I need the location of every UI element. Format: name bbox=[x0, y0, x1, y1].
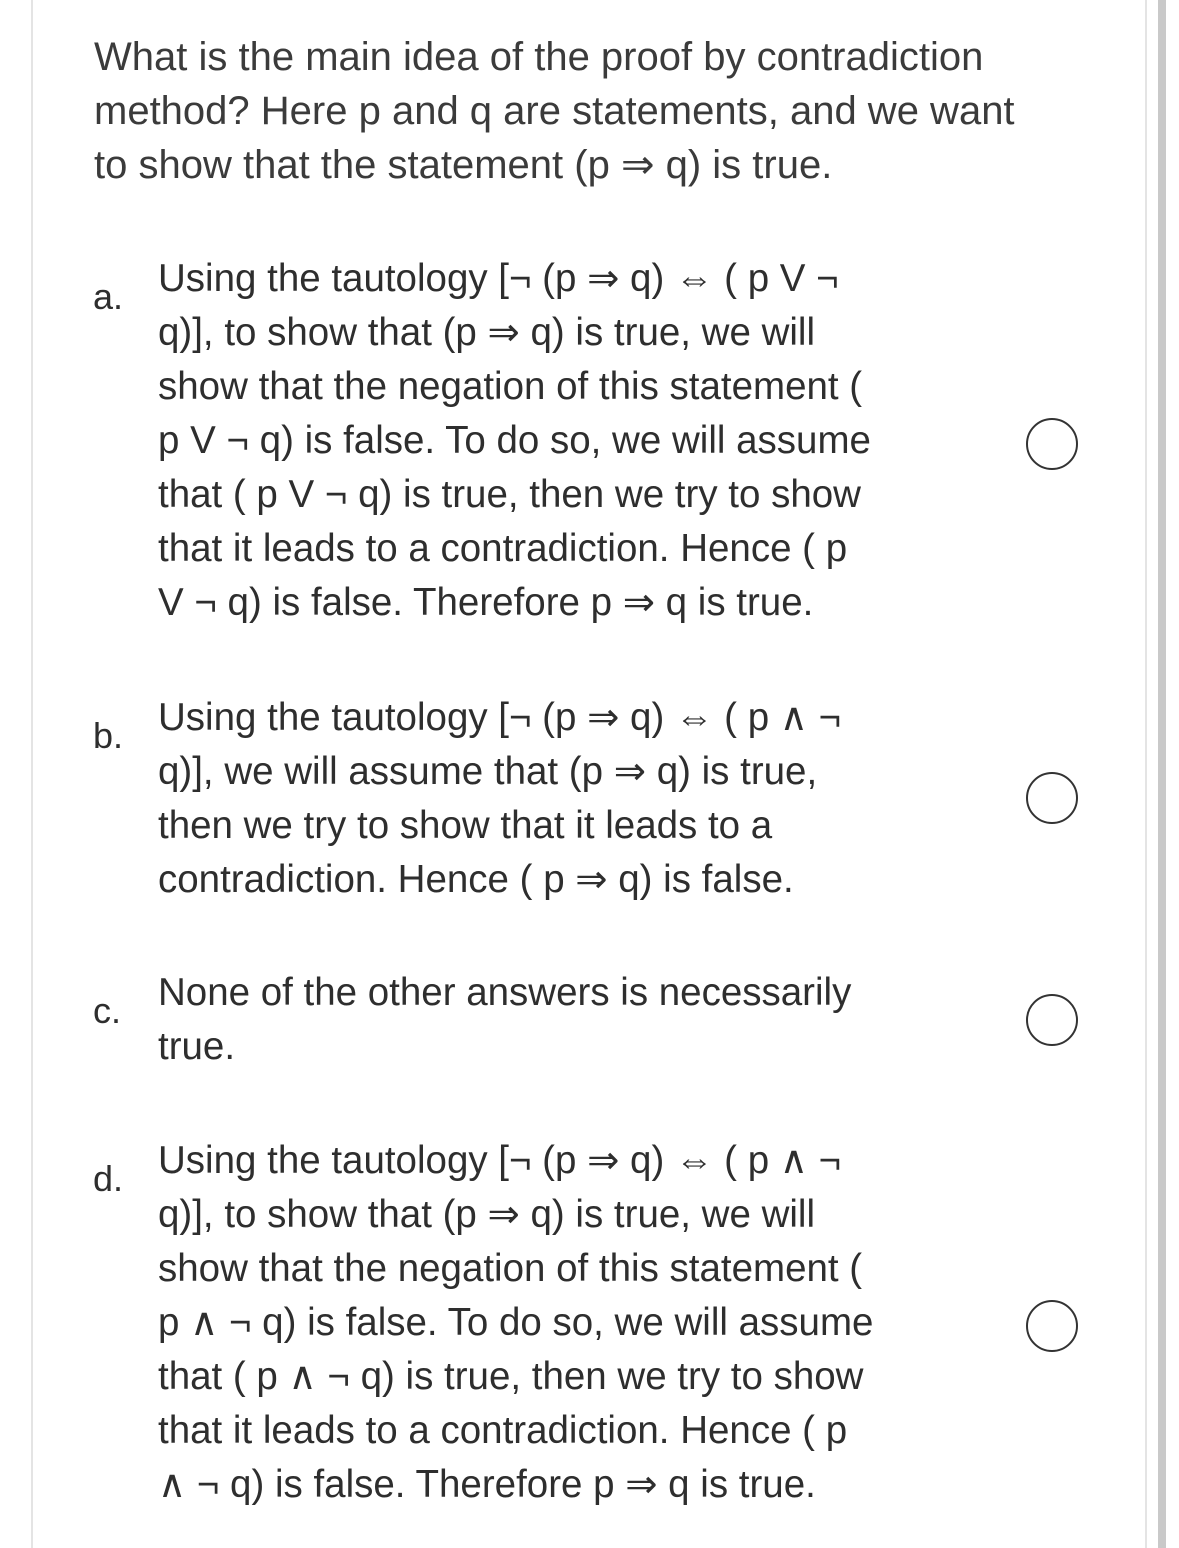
option-c-letter: c. bbox=[93, 990, 122, 1031]
option-a-line: show that the negation of this statement ( bbox=[158, 365, 863, 408]
option-d-line: p ∧ ¬ q) is false. To do so, we will assume bbox=[158, 1301, 874, 1344]
question-line: to show that the statement (p ⇒ q) is true. bbox=[94, 143, 833, 187]
option-d-line: that it leads to a contradiction. Hence ( p bbox=[158, 1409, 848, 1452]
option-a-text bbox=[158, 252, 988, 630]
option-c-line: None of the other answers is necessarily bbox=[158, 971, 852, 1014]
option-d-line: show that the negation of this statement ( bbox=[158, 1247, 863, 1290]
option-d-text bbox=[158, 1134, 988, 1512]
option-d-line: that ( p ∧ ¬ q) is true, then we try to show bbox=[158, 1355, 864, 1398]
option-c-line: true. bbox=[158, 1025, 236, 1068]
option-a-line: that it leads to a contradiction. Hence ( p bbox=[158, 527, 848, 570]
option-d-letter: d. bbox=[93, 1158, 124, 1199]
scrollbar-edge bbox=[1158, 0, 1166, 1548]
option-b-text bbox=[158, 691, 988, 907]
option-a-radio[interactable] bbox=[1026, 418, 1078, 470]
question-text bbox=[94, 30, 1104, 192]
option-b-line: Using the tautology [¬ (p ⇒ q) ⇔ ( p ∧ ¬ bbox=[158, 696, 842, 739]
option-d-line: ∧ ¬ q) is false. Therefore p ⇒ q is true. bbox=[158, 1463, 816, 1506]
option-a-line: Using the tautology [¬ (p ⇒ q) ⇔ ( p V ¬ bbox=[158, 257, 839, 300]
option-d-line: q)], to show that (p ⇒ q) is true, we will bbox=[158, 1193, 816, 1236]
option-a-line: V ¬ q) is false. Therefore p ⇒ q is true. bbox=[158, 581, 814, 624]
option-b-line: contradiction. Hence ( p ⇒ q) is false. bbox=[158, 858, 794, 901]
option-b-line: q)], we will assume that (p ⇒ q) is true, bbox=[158, 750, 818, 793]
option-a-line: q)], to show that (p ⇒ q) is true, we will bbox=[158, 311, 816, 354]
option-c-text bbox=[158, 966, 988, 1074]
option-a-letter: a. bbox=[93, 276, 124, 317]
option-b-letter: b. bbox=[93, 715, 124, 756]
question-line: What is the main idea of the proof by contradiction bbox=[94, 35, 984, 79]
question-line: method? Here p and q are statements, and we want bbox=[94, 89, 1015, 133]
option-b-line: then we try to show that it leads to a bbox=[158, 804, 773, 847]
option-b-radio[interactable] bbox=[1026, 772, 1078, 824]
option-a-line: p V ¬ q) is false. To do so, we will assume bbox=[158, 419, 871, 462]
option-d-radio[interactable] bbox=[1026, 1300, 1078, 1352]
option-d-line: Using the tautology [¬ (p ⇒ q) ⇔ ( p ∧ ¬ bbox=[158, 1139, 842, 1182]
option-a-line: that ( p V ¬ q) is true, then we try to show bbox=[158, 473, 861, 516]
option-c-radio[interactable] bbox=[1026, 994, 1078, 1046]
